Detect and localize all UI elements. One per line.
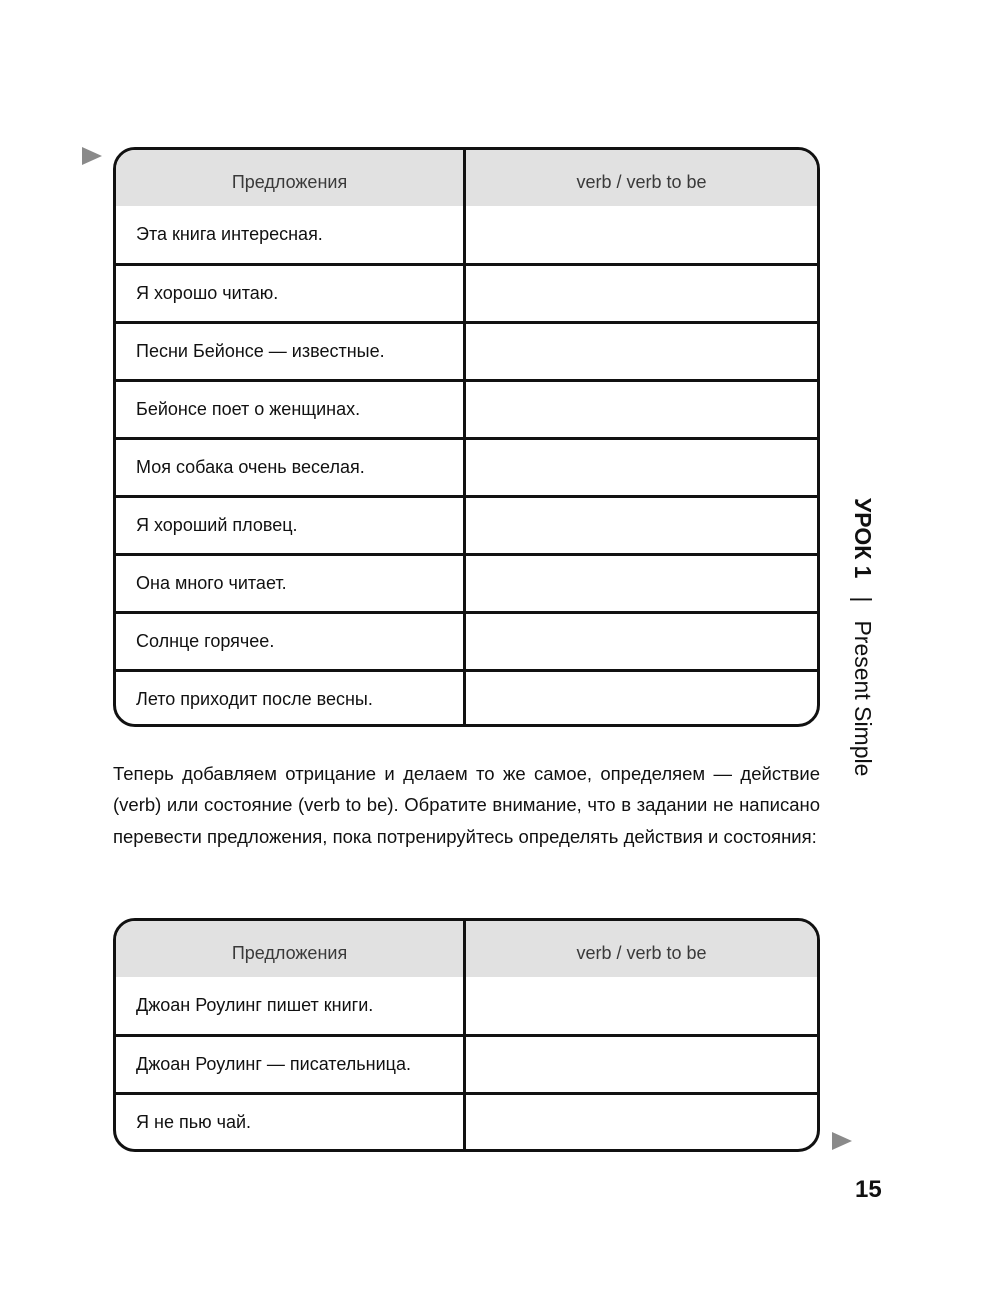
answer-cell[interactable] (466, 440, 817, 495)
answer-cell[interactable] (466, 382, 817, 437)
sentence-cell: Лето приходит после весны. (116, 672, 466, 727)
table-header (116, 150, 817, 206)
table-row (116, 437, 817, 495)
sentence-cell: Бейонсе поет о женщинах. (116, 382, 466, 437)
answer-cell[interactable] (466, 672, 817, 727)
answer-cell[interactable] (466, 1095, 817, 1150)
answer-cell[interactable] (466, 977, 817, 1034)
table-row (116, 1034, 817, 1092)
lesson-number: УРОК 1 (850, 498, 876, 579)
answer-cell[interactable] (466, 498, 817, 553)
sentence-cell: Я хорошо читаю. (116, 266, 466, 321)
separator: | (850, 596, 876, 603)
answer-cell[interactable] (466, 266, 817, 321)
table-row (116, 321, 817, 379)
table-row (116, 1092, 817, 1150)
answer-cell[interactable] (466, 1037, 817, 1092)
sentence-cell: Джоан Роулинг пишет книги. (116, 977, 466, 1034)
sentence-cell: Эта книга интересная. (116, 206, 466, 263)
sentence-cell: Я хороший пловец. (116, 498, 466, 553)
table-row (116, 206, 817, 263)
sentence-cell: Песни Бейонсе — известные. (116, 324, 466, 379)
sentence-cell: Джоан Роулинг — писательница. (116, 1037, 466, 1092)
table-row (116, 379, 817, 437)
sentence-cell: Моя собака очень веселая. (116, 440, 466, 495)
instruction-paragraph: Теперь добавляем отрицание и делаем то же самое, определяем — действие (verb) или состояние (verb to be). Обратите внимание, что в задании не написано перевести предложения, пока потренируйтесь определять действия и состояния: (113, 763, 820, 847)
exercise-table-1 (113, 147, 820, 727)
triangle-marker-icon (832, 1132, 852, 1150)
lesson-side-label (849, 498, 876, 776)
sentence-cell: Я не пью чай. (116, 1095, 466, 1150)
table-row (116, 263, 817, 321)
answer-cell[interactable] (466, 556, 817, 611)
header-sentences: Предложения (116, 150, 466, 206)
table-row (116, 611, 817, 669)
table-header (116, 921, 817, 977)
table-row (116, 977, 817, 1034)
table-row (116, 669, 817, 727)
header-verb-type: verb / verb to be (576, 942, 707, 963)
table-row (116, 553, 817, 611)
header-verb-type: verb / verb to be (576, 171, 707, 192)
page-number: 15 (855, 1176, 882, 1203)
answer-cell[interactable] (466, 206, 817, 263)
header-sentences: Предложения (116, 921, 466, 977)
answer-cell[interactable] (466, 324, 817, 379)
exercise-table-2 (113, 918, 820, 1152)
triangle-marker-icon (82, 147, 102, 165)
table-row (116, 495, 817, 553)
sentence-cell: Солнце горячее. (116, 614, 466, 669)
answer-cell[interactable] (466, 614, 817, 669)
lesson-topic: Present Simple (850, 620, 876, 777)
sentence-cell: Она много читает. (116, 556, 466, 611)
